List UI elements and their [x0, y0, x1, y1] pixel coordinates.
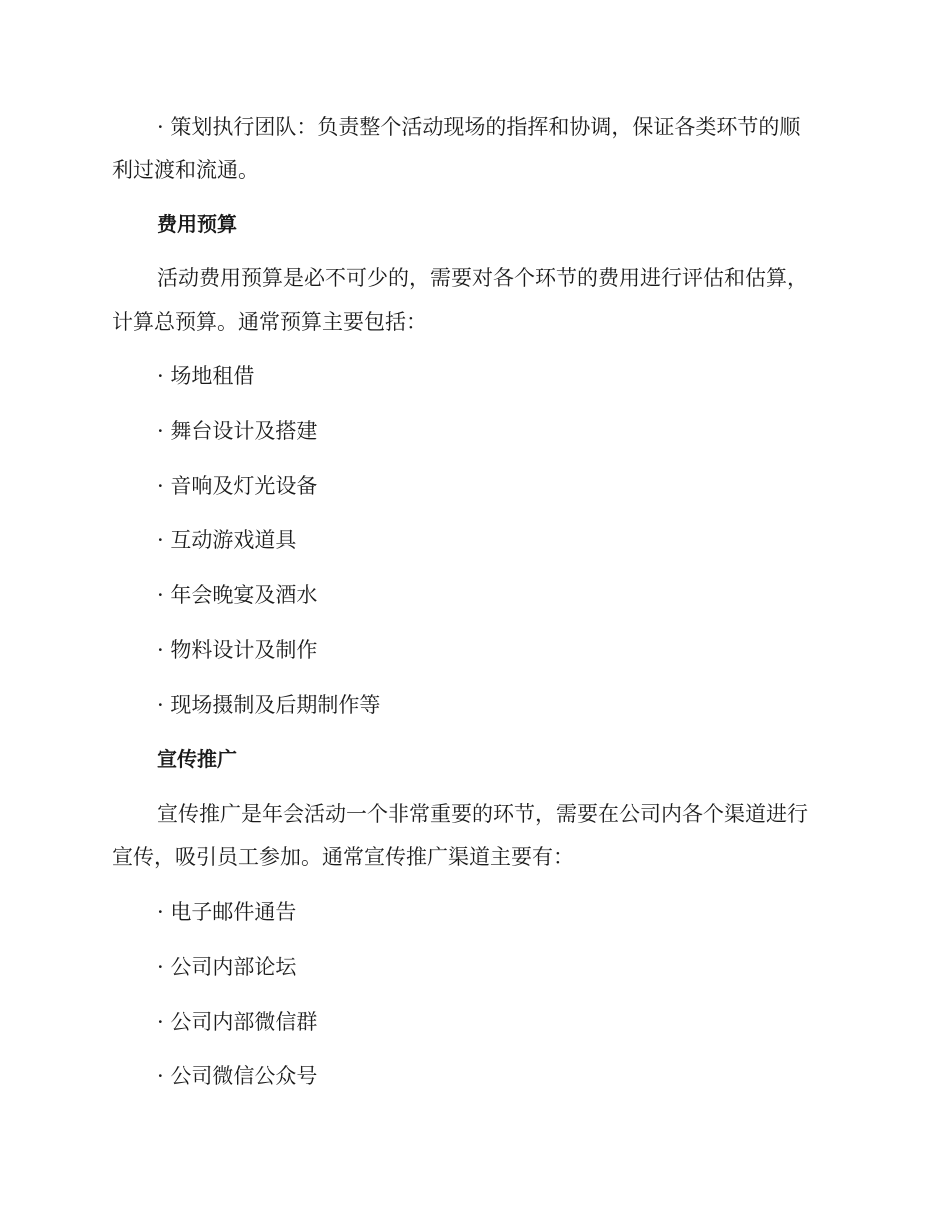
budget-list-item: · 年会晚宴及酒水 [157, 583, 318, 607]
budget-list-item: · 音响及灯光设备 [157, 474, 318, 498]
promotion-list-item: · 公司内部微信群 [157, 1010, 318, 1034]
budget-list-item: · 现场摄制及后期制作等 [157, 693, 381, 717]
budget-paragraph-line-1: 活动费用预算是必不可少的，需要对各个环节的费用进行评估和估算， [157, 266, 808, 290]
budget-list-item: · 场地租借 [157, 364, 255, 388]
budget-heading: 费用预算 [157, 212, 237, 236]
promotion-list-item: · 电子邮件通告 [157, 900, 297, 924]
promotion-paragraph-line-2: 宣传，吸引员工参加。通常宣传推广渠道主要有： [112, 845, 574, 869]
promotion-list-item: · 公司微信公众号 [157, 1064, 318, 1088]
promotion-list-item: · 公司内部论坛 [157, 955, 297, 979]
promotion-paragraph-line-1: 宣传推广是年会活动一个非常重要的环节，需要在公司内各个渠道进行 [157, 802, 808, 826]
budget-list-item: · 互动游戏道具 [157, 528, 297, 552]
budget-list-item: · 物料设计及制作 [157, 638, 318, 662]
team-item-line-2: 利过渡和流通。 [112, 158, 259, 182]
budget-paragraph-line-2: 计算总预算。通常预算主要包括： [112, 310, 427, 334]
promotion-heading: 宣传推广 [157, 747, 237, 771]
team-item-line-1: · 策划执行团队：负责整个活动现场的指挥和协调，保证各类环节的顺 [157, 115, 801, 139]
budget-list-item: · 舞台设计及搭建 [157, 419, 318, 443]
